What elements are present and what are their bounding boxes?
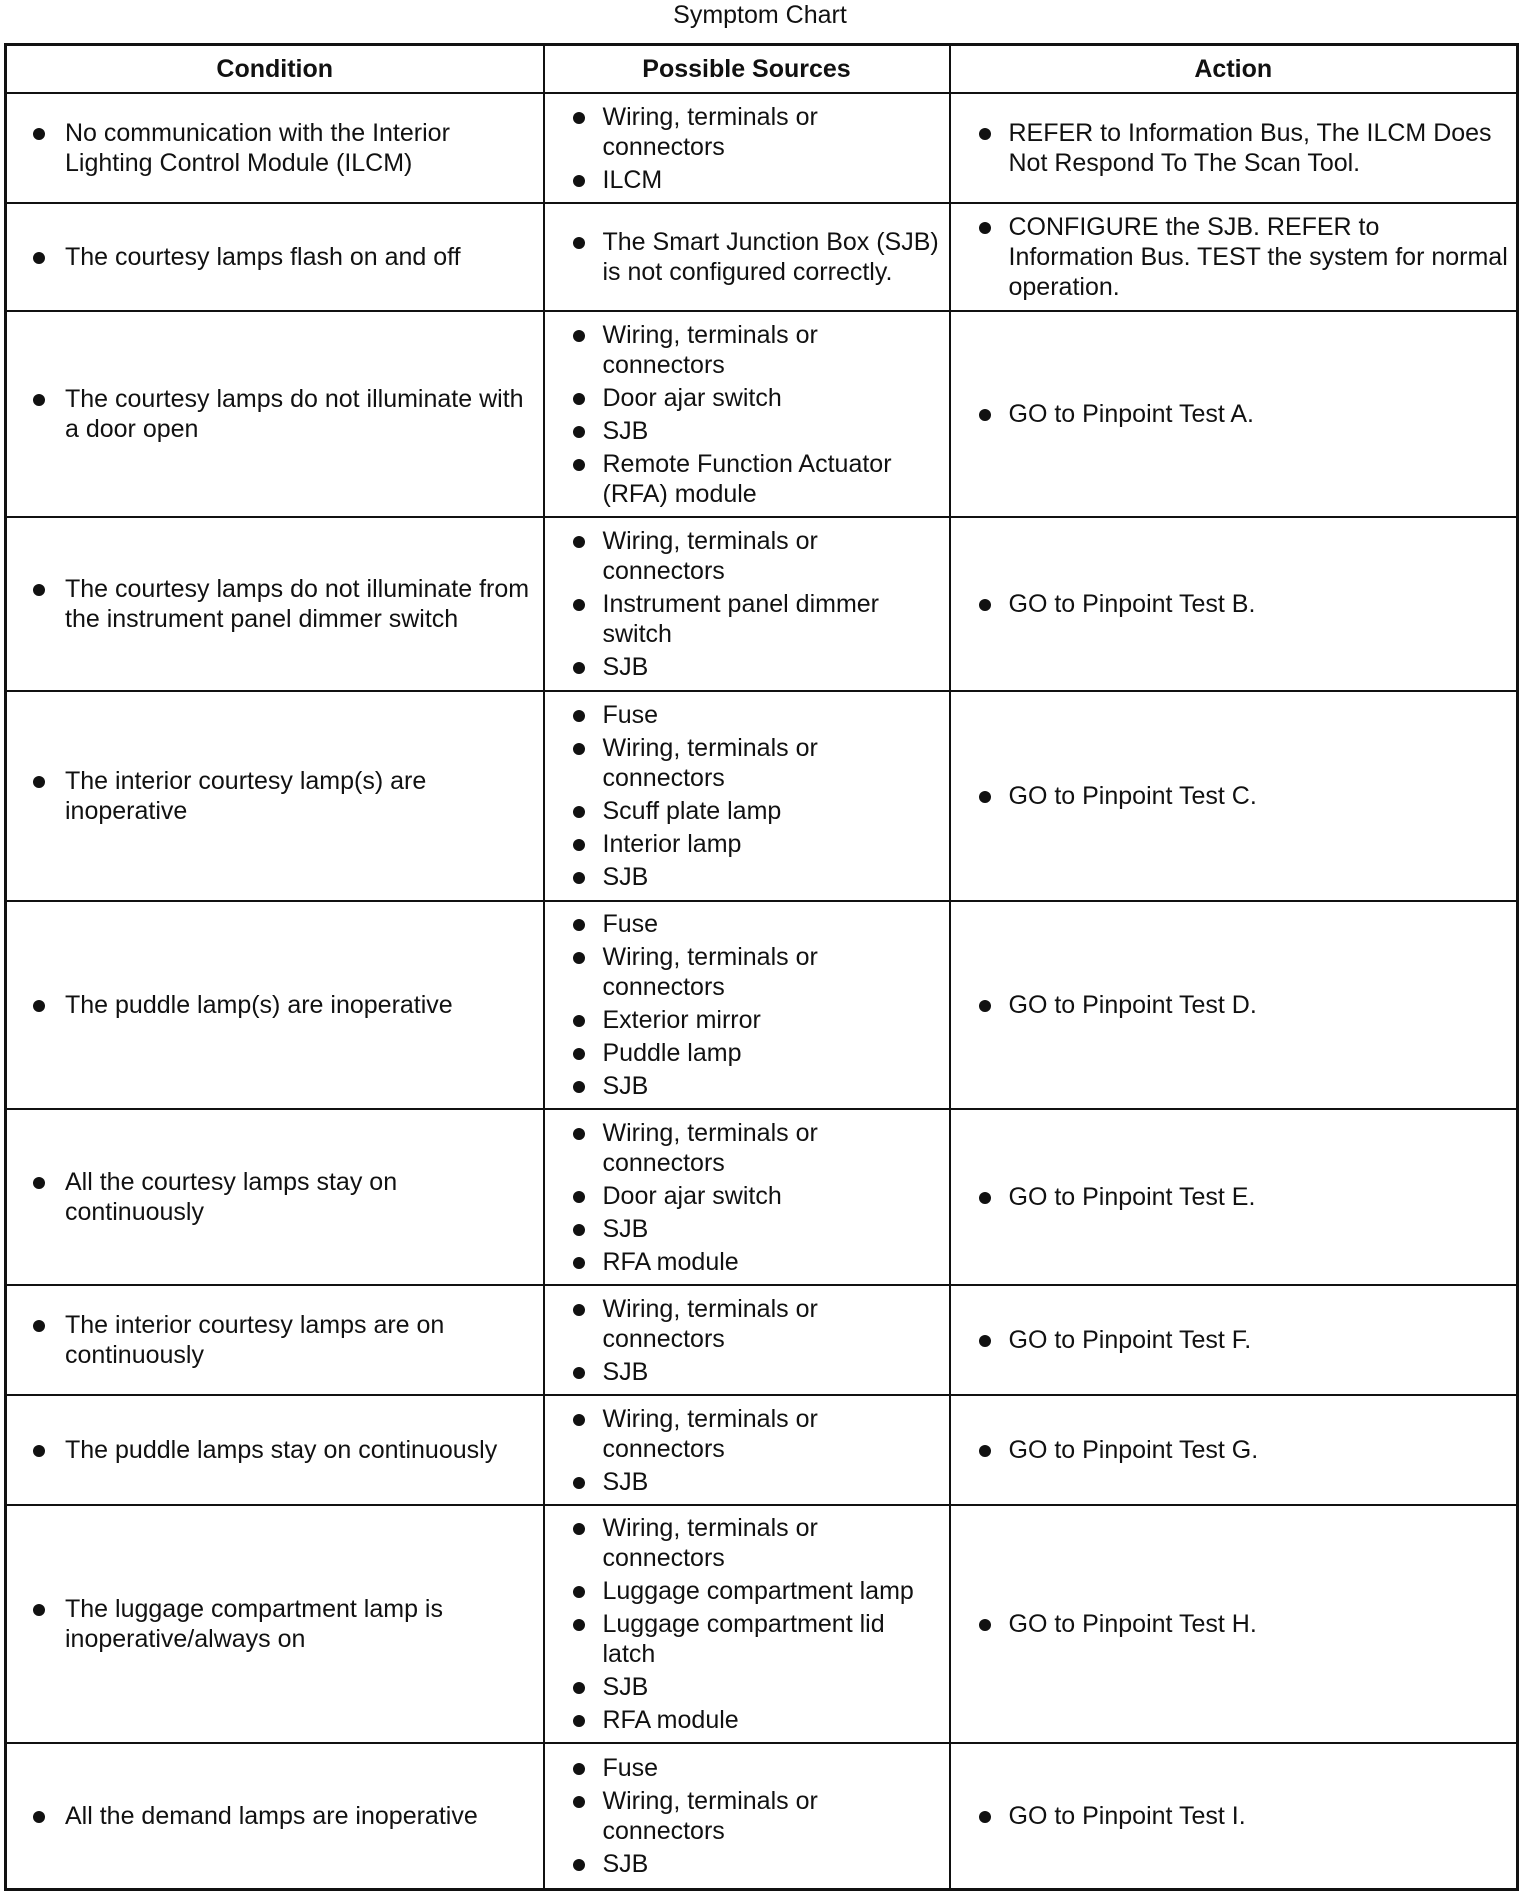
possible-sources-list xyxy=(545,526,949,682)
condition-cell xyxy=(6,691,544,901)
source-item: SJB xyxy=(545,862,949,892)
possible-sources-cell xyxy=(544,203,950,311)
possible-sources-list xyxy=(545,227,949,287)
condition-text: The interior courtesy lamp(s) are inoperative xyxy=(7,766,543,826)
action-text: GO to Pinpoint Test C. xyxy=(951,781,1517,811)
source-item: Wiring, terminals or connectors xyxy=(545,1294,949,1354)
possible-sources-cell xyxy=(544,1395,950,1505)
action-list xyxy=(951,781,1517,811)
condition-cell xyxy=(6,1395,544,1505)
source-item: SJB xyxy=(545,1071,949,1101)
action-cell xyxy=(950,901,1518,1109)
table-row xyxy=(6,1395,1518,1505)
table-row xyxy=(6,203,1518,311)
possible-sources-cell xyxy=(544,311,950,517)
action-cell xyxy=(950,1743,1518,1889)
source-item: Wiring, terminals or connectors xyxy=(545,942,949,1002)
header-row xyxy=(6,45,1518,94)
table-body xyxy=(6,93,1518,1889)
possible-sources-list xyxy=(545,1753,949,1879)
possible-sources-list xyxy=(545,1118,949,1277)
action-list xyxy=(951,399,1517,429)
action-list xyxy=(951,589,1517,619)
action-text: GO to Pinpoint Test A. xyxy=(951,399,1517,429)
source-item: Remote Function Actuator (RFA) module xyxy=(545,449,949,509)
possible-sources-cell xyxy=(544,1285,950,1395)
table-row xyxy=(6,93,1518,203)
action-text: GO to Pinpoint Test D. xyxy=(951,990,1517,1020)
header-possible-sources: Possible Sources xyxy=(544,45,950,94)
source-item: RFA module xyxy=(545,1247,949,1277)
table-row xyxy=(6,691,1518,901)
condition-list xyxy=(7,766,543,826)
source-item: SJB xyxy=(545,416,949,446)
condition-text: No communication with the Interior Lighting Control Module (ILCM) xyxy=(7,118,543,178)
condition-list xyxy=(7,118,543,178)
condition-cell xyxy=(6,1109,544,1285)
possible-sources-cell xyxy=(544,1505,950,1743)
condition-list xyxy=(7,1801,543,1831)
source-item: SJB xyxy=(545,652,949,682)
source-item: Wiring, terminals or connectors xyxy=(545,1513,949,1573)
action-text: GO to Pinpoint Test I. xyxy=(951,1801,1517,1831)
possible-sources-list xyxy=(545,700,949,892)
source-item: Luggage compartment lamp xyxy=(545,1576,949,1606)
action-list xyxy=(951,1182,1517,1212)
table-row xyxy=(6,311,1518,517)
table-row xyxy=(6,901,1518,1109)
possible-sources-cell xyxy=(544,901,950,1109)
condition-text: The puddle lamp(s) are inoperative xyxy=(7,990,543,1020)
table-row xyxy=(6,1505,1518,1743)
condition-text: The courtesy lamps flash on and off xyxy=(7,242,543,272)
source-item: Wiring, terminals or connectors xyxy=(545,526,949,586)
table-row xyxy=(6,1743,1518,1889)
action-list xyxy=(951,118,1517,178)
action-list xyxy=(951,990,1517,1020)
source-item: Interior lamp xyxy=(545,829,949,859)
action-list xyxy=(951,1609,1517,1639)
action-list xyxy=(951,1435,1517,1465)
condition-list xyxy=(7,242,543,272)
action-cell xyxy=(950,1285,1518,1395)
action-text: GO to Pinpoint Test F. xyxy=(951,1325,1517,1355)
condition-cell xyxy=(6,1743,544,1889)
condition-cell xyxy=(6,93,544,203)
condition-list xyxy=(7,990,543,1020)
action-cell xyxy=(950,1505,1518,1743)
source-item: Luggage compartment lid latch xyxy=(545,1609,949,1669)
chart-title: Symptom Chart xyxy=(673,1,847,29)
header-condition: Condition xyxy=(6,45,544,94)
action-list xyxy=(951,1325,1517,1355)
condition-text: The courtesy lamps do not illuminate with a door open xyxy=(7,384,543,444)
action-cell xyxy=(950,691,1518,901)
possible-sources-list xyxy=(545,909,949,1101)
possible-sources-list xyxy=(545,320,949,509)
action-text: REFER to Information Bus, The ILCM Does Not Respond To The Scan Tool. xyxy=(951,118,1517,178)
source-item: Door ajar switch xyxy=(545,383,949,413)
action-cell xyxy=(950,1395,1518,1505)
action-text: CONFIGURE the SJB. REFER to Information Bus. TEST the system for normal operation. xyxy=(951,212,1517,302)
action-text: GO to Pinpoint Test H. xyxy=(951,1609,1517,1639)
condition-text: All the courtesy lamps stay on continuously xyxy=(7,1167,543,1227)
condition-cell xyxy=(6,311,544,517)
action-cell xyxy=(950,311,1518,517)
source-item: Door ajar switch xyxy=(545,1181,949,1211)
possible-sources-cell xyxy=(544,93,950,203)
action-text: GO to Pinpoint Test G. xyxy=(951,1435,1517,1465)
source-item: Fuse xyxy=(545,700,949,730)
possible-sources-cell xyxy=(544,517,950,691)
possible-sources-list xyxy=(545,1513,949,1735)
condition-cell xyxy=(6,203,544,311)
action-list xyxy=(951,212,1517,302)
source-item: SJB xyxy=(545,1849,949,1879)
condition-list xyxy=(7,384,543,444)
condition-list xyxy=(7,1594,543,1654)
condition-cell xyxy=(6,1505,544,1743)
condition-text: The luggage compartment lamp is inoperative/always on xyxy=(7,1594,543,1654)
condition-list xyxy=(7,1167,543,1227)
action-list xyxy=(951,1801,1517,1831)
action-cell xyxy=(950,93,1518,203)
source-item: ILCM xyxy=(545,165,949,195)
possible-sources-cell xyxy=(544,1743,950,1889)
source-item: Wiring, terminals or connectors xyxy=(545,733,949,793)
source-item: Exterior mirror xyxy=(545,1005,949,1035)
possible-sources-list xyxy=(545,1404,949,1497)
table-row xyxy=(6,1109,1518,1285)
possible-sources-cell xyxy=(544,1109,950,1285)
source-item: SJB xyxy=(545,1214,949,1244)
action-text: GO to Pinpoint Test B. xyxy=(951,589,1517,619)
source-item: SJB xyxy=(545,1672,949,1702)
source-item: SJB xyxy=(545,1357,949,1387)
action-cell xyxy=(950,1109,1518,1285)
action-cell xyxy=(950,517,1518,691)
condition-cell xyxy=(6,901,544,1109)
condition-cell xyxy=(6,1285,544,1395)
header-action: Action xyxy=(950,45,1518,94)
source-item: Fuse xyxy=(545,909,949,939)
source-item: Wiring, terminals or connectors xyxy=(545,1786,949,1846)
table-row xyxy=(6,517,1518,691)
action-text: GO to Pinpoint Test E. xyxy=(951,1182,1517,1212)
source-item: Wiring, terminals or connectors xyxy=(545,320,949,380)
source-item: Instrument panel dimmer switch xyxy=(545,589,949,649)
condition-text: All the demand lamps are inoperative xyxy=(7,1801,543,1831)
table-row xyxy=(6,1285,1518,1395)
source-item: Wiring, terminals or connectors xyxy=(545,102,949,162)
source-item: The Smart Junction Box (SJB) is not configured correctly. xyxy=(545,227,949,287)
condition-list xyxy=(7,1310,543,1370)
source-item: Wiring, terminals or connectors xyxy=(545,1404,949,1464)
condition-list xyxy=(7,574,543,634)
possible-sources-list xyxy=(545,102,949,195)
source-item: Fuse xyxy=(545,1753,949,1783)
action-cell xyxy=(950,203,1518,311)
symptom-table xyxy=(4,43,1519,1891)
possible-sources-list xyxy=(545,1294,949,1387)
possible-sources-cell xyxy=(544,691,950,901)
source-item: SJB xyxy=(545,1467,949,1497)
condition-cell xyxy=(6,517,544,691)
source-item: Puddle lamp xyxy=(545,1038,949,1068)
source-item: Scuff plate lamp xyxy=(545,796,949,826)
source-item: RFA module xyxy=(545,1705,949,1735)
condition-text: The puddle lamps stay on continuously xyxy=(7,1435,543,1465)
source-item: Wiring, terminals or connectors xyxy=(545,1118,949,1178)
condition-text: The courtesy lamps do not illuminate from the instrument panel dimmer switch xyxy=(7,574,543,634)
condition-text: The interior courtesy lamps are on continuously xyxy=(7,1310,543,1370)
condition-list xyxy=(7,1435,543,1465)
